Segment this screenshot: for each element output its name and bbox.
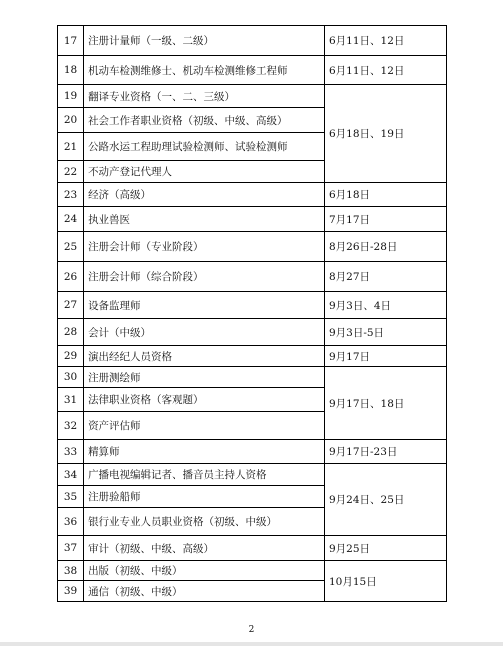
table-row <box>58 464 447 486</box>
table-row <box>58 440 447 464</box>
table-row <box>58 292 447 319</box>
row-number: 20 <box>58 108 84 133</box>
exam-date: 7月17日 <box>324 207 446 232</box>
table-row <box>58 183 447 207</box>
exam-name: 执业兽医 <box>84 207 325 232</box>
table-row <box>58 85 447 108</box>
exam-date: 9月3日-5日 <box>324 319 446 346</box>
exam-date: 9月24日、25日 <box>324 464 446 536</box>
exam-date: 6月18日 <box>324 183 446 207</box>
exam-name: 社会工作者职业资格（初级、中级、高级） <box>84 108 325 133</box>
row-number: 35 <box>58 486 84 508</box>
row-number: 31 <box>58 388 84 412</box>
row-number: 36 <box>58 508 84 536</box>
exam-name: 注册会计师（专业阶段） <box>84 232 325 262</box>
row-number: 39 <box>58 581 84 602</box>
exam-date: 9月3日、4日 <box>324 292 446 319</box>
table-row <box>58 207 447 232</box>
exam-name: 经济（高级） <box>84 183 325 207</box>
page-bottom-edge <box>0 642 503 646</box>
exam-name: 法律职业资格（客观题） <box>84 388 325 412</box>
row-number: 38 <box>58 561 84 581</box>
table-row <box>58 367 447 388</box>
table-row <box>58 262 447 292</box>
exam-name: 广播电视编辑记者、播音员主持人资格 <box>84 464 325 486</box>
row-number: 33 <box>58 440 84 464</box>
table-row <box>58 232 447 262</box>
exam-name: 演出经纪人员资格 <box>84 346 325 367</box>
exam-schedule-body <box>58 26 447 602</box>
row-number: 18 <box>58 56 84 85</box>
exam-name: 公路水运工程助理试验检测师、试验检测师 <box>84 133 325 161</box>
exam-date: 8月26日-28日 <box>324 232 446 262</box>
row-number: 17 <box>58 26 84 56</box>
exam-name: 出版（初级、中级） <box>84 561 325 581</box>
table-row <box>58 536 447 561</box>
exam-name: 注册计量师（一级、二级） <box>84 26 325 56</box>
exam-date: 10月15日 <box>324 561 446 602</box>
exam-name: 精算师 <box>84 440 325 464</box>
exam-name: 审计（初级、中级、高级） <box>84 536 325 561</box>
row-number: 27 <box>58 292 84 319</box>
exam-date: 9月17日-23日 <box>324 440 446 464</box>
exam-name: 设备监理师 <box>84 292 325 319</box>
exam-date: 9月17日、18日 <box>324 367 446 440</box>
exam-date: 8月27日 <box>324 262 446 292</box>
row-number: 37 <box>58 536 84 561</box>
table-row <box>58 56 447 85</box>
row-number: 21 <box>58 133 84 161</box>
exam-name: 资产评估师 <box>84 412 325 440</box>
exam-date: 9月25日 <box>324 536 446 561</box>
row-number: 22 <box>58 161 84 183</box>
exam-date: 6月18日、19日 <box>324 85 446 183</box>
exam-name: 注册会计师（综合阶段） <box>84 262 325 292</box>
exam-name: 会计（中级） <box>84 319 325 346</box>
row-number: 23 <box>58 183 84 207</box>
table-row <box>58 561 447 581</box>
exam-name: 通信（初级、中级） <box>84 581 325 602</box>
table-row <box>58 26 447 56</box>
row-number: 24 <box>58 207 84 232</box>
exam-date: 6月11日、12日 <box>324 26 446 56</box>
row-number: 19 <box>58 85 84 108</box>
exam-name: 注册验船师 <box>84 486 325 508</box>
row-number: 26 <box>58 262 84 292</box>
table-row <box>58 319 447 346</box>
exam-schedule-table <box>57 25 447 602</box>
exam-date: 9月17日 <box>324 346 446 367</box>
row-number: 30 <box>58 367 84 388</box>
row-number: 28 <box>58 319 84 346</box>
row-number: 34 <box>58 464 84 486</box>
exam-name: 翻译专业资格（一、二、三级） <box>84 85 325 108</box>
exam-name: 注册测绘师 <box>84 367 325 388</box>
exam-name: 机动车检测维修士、机动车检测维修工程师 <box>84 56 325 85</box>
row-number: 32 <box>58 412 84 440</box>
row-number: 25 <box>58 232 84 262</box>
table-row <box>58 346 447 367</box>
exam-name: 不动产登记代理人 <box>84 161 325 183</box>
exam-name: 银行业专业人员职业资格（初级、中级） <box>84 508 325 536</box>
row-number: 29 <box>58 346 84 367</box>
exam-date: 6月11日、12日 <box>324 56 446 85</box>
page-number: 2 <box>248 625 255 635</box>
